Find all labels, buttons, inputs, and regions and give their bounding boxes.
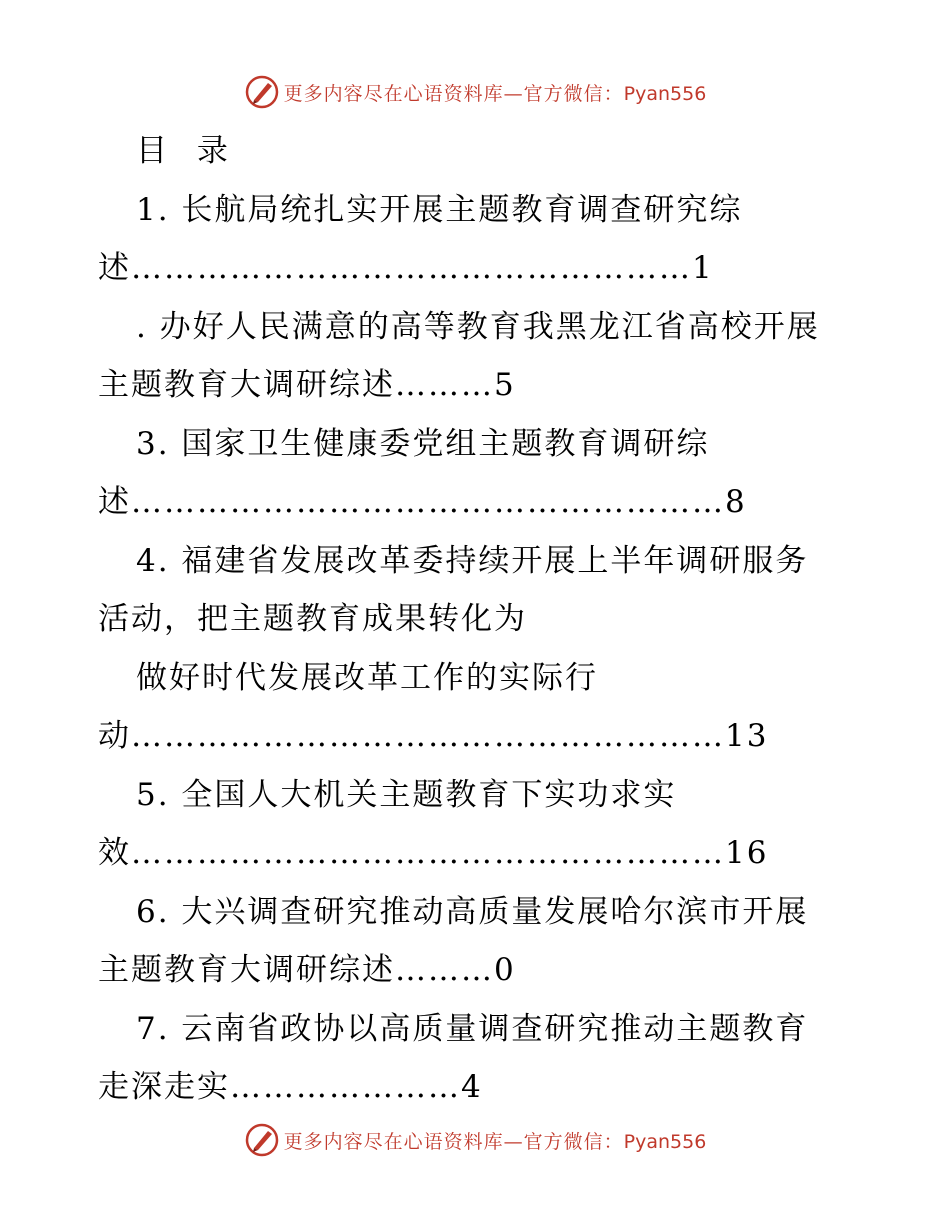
- watermark-text: 更多内容尽在心语资料库—官方微信：Pyan556: [283, 1130, 707, 1153]
- pen-logo-icon: [244, 74, 280, 110]
- toc-line: 述……………………………………………1: [98, 250, 714, 286]
- toc-line: 7. 云南省政协以高质量调查研究推动主题教育: [136, 1010, 809, 1047]
- toc-entries: [98, 181, 858, 1117]
- toc-line: . 办好人民满意的高等教育我黑龙江省高校开展: [136, 308, 820, 345]
- table-of-contents: [98, 122, 858, 1117]
- toc-title: 目 录: [136, 133, 238, 169]
- toc-line: 1. 长航局统扎实开展主题教育调查研究综: [136, 191, 743, 228]
- toc-line: 主题教育大调研综述………5: [98, 367, 516, 403]
- toc-line: 效………………………………………………16: [98, 835, 769, 871]
- toc-line: 4. 福建省发展改革委持续开展上半年调研服务: [136, 542, 809, 579]
- toc-line: 做好时代发展改革工作的实际行: [136, 659, 598, 696]
- toc-line: 活动，把主题教育成果转化为: [98, 601, 527, 637]
- watermark-footer: [0, 1120, 950, 1160]
- toc-line: 述………………………………………………8: [98, 484, 747, 520]
- pen-logo-icon: [244, 1122, 280, 1158]
- toc-line: 3. 国家卫生健康委党组主题教育调研综: [136, 425, 710, 462]
- toc-line: 动………………………………………………13: [98, 718, 769, 754]
- toc-line: 主题教育大调研综述………0: [98, 952, 516, 988]
- toc-line: 6. 大兴调查研究推动高质量发展哈尔滨市开展: [136, 893, 809, 930]
- watermark-header: [0, 72, 950, 112]
- toc-line: 5. 全国人大机关主题教育下实功求实: [136, 776, 677, 813]
- watermark-text: 更多内容尽在心语资料库—官方微信：Pyan556: [283, 82, 707, 105]
- toc-line: 走深走实…………………4: [98, 1069, 483, 1105]
